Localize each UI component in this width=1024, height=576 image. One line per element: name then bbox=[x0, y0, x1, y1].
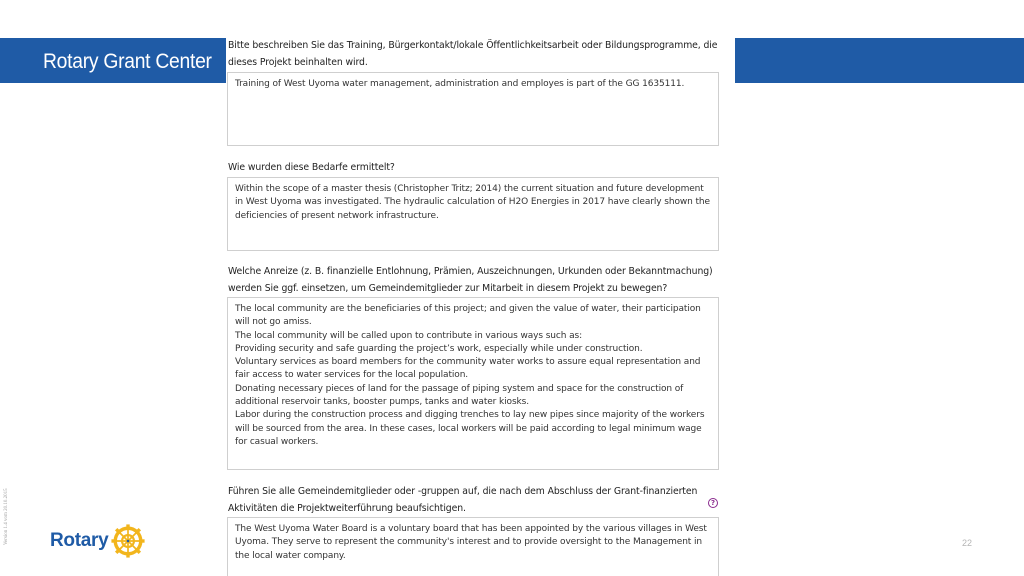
question-training: Bitte beschreiben Sie das Training, Bürgerkontakt/lokale Öffentlichkeitsarbeit oder Bildungsprogramme, die dieses Projekt beinhalten wird. bbox=[228, 40, 718, 68]
question-community-members: Führen Sie alle Gemeindemitglieder oder -gruppen auf, die nach dem Abschluss der Grant-finanzierten Aktivitäten die Projektweiterführung beaufsichtigen. bbox=[228, 486, 698, 514]
help-icon[interactable]: ? bbox=[708, 498, 718, 508]
rotary-logo bbox=[50, 524, 145, 558]
page-number: 22 bbox=[962, 538, 973, 548]
answer-community-members-field[interactable]: The West Uyoma Water Board is a voluntary board that has been appointed by the various villages in West Uyoma. They serve to represent the community's interest and to provide oversight to the Management in the local water company. bbox=[227, 517, 719, 576]
page-title: Rotary Grant Center bbox=[43, 50, 212, 73]
answer-training-field[interactable]: Training of West Uyoma water management, administration and employes is part of the GG 1635111. bbox=[227, 72, 719, 146]
question-incentives: Welche Anreize (z. B. finanzielle Entlohnung, Prämien, Auszeichnungen, Urkunden oder Bekanntmachung) werden Sie ggf. einsetzen, um Gemeindemitglieder zur Mitarbeit in diesem Projekt zu bewegen? bbox=[228, 266, 713, 294]
rotary-wheel-icon bbox=[111, 524, 145, 558]
header-banner-right bbox=[735, 38, 1024, 83]
answer-needs-field[interactable]: Within the scope of a master thesis (Christopher Tritz; 2014) the current situation and future development in West Uyoma was investigated. The hydraulic calculation of H2O Energies in 2017 have clearly shown the deficiencies of present network infrastructure. bbox=[227, 177, 719, 251]
question-needs: Wie wurden diese Bedarfe ermittelt? bbox=[228, 162, 395, 173]
version-label: Version 1.4 vom 20.10.2015 bbox=[4, 488, 9, 545]
logo-text: Rotary bbox=[50, 530, 109, 551]
answer-incentives-field[interactable]: The local community are the beneficiaries of this project; and given the value of water, their participation will not go amiss. The local community will be called upon to contribute in various ways such as: Providing security and safe guarding the project’s work, especially while under construction. Voluntary services as board members for the community water works to assure equal representation and fair access to water services for the local population. Donating necessary pieces of land for the passage of piping system and space for the construction of additional reservoir tanks, booster pumps, tanks and water kiosks. Labor during the construction process and digging trenches to lay new pipes since majority of the workers will be sourced from the area. In these cases, local workers will be paid according to legal minimum wage for casual workers. bbox=[227, 297, 719, 470]
grant-form bbox=[226, 38, 735, 576]
